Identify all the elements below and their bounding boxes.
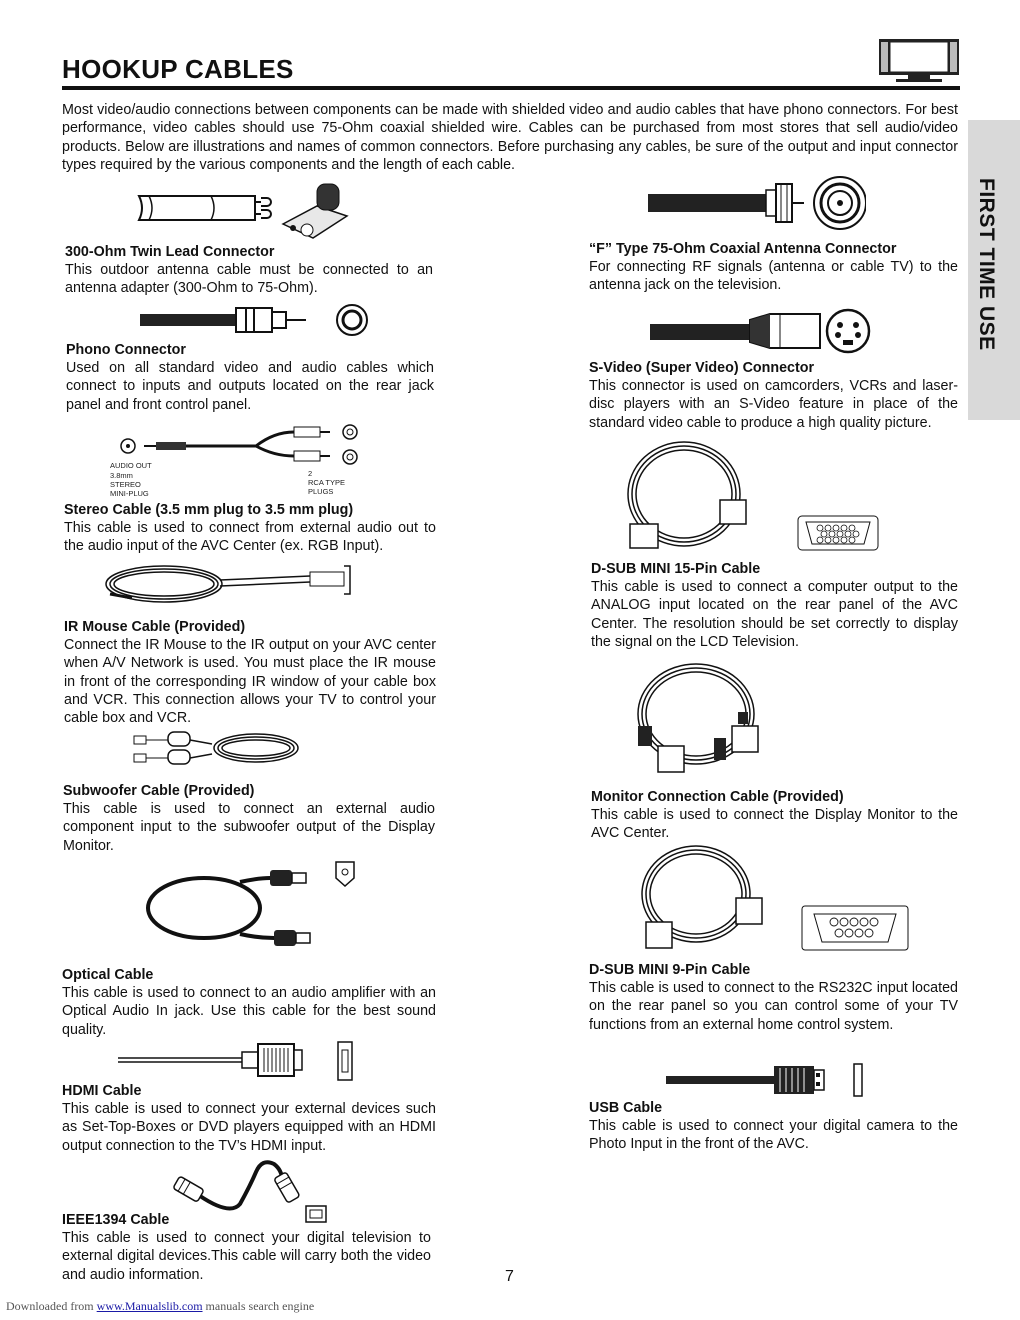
item-usb — [589, 1099, 958, 1154]
item-optical — [62, 966, 436, 1039]
item-title: IEEE1394 Cable — [62, 1212, 170, 1228]
label-plugs: PLUGS — [308, 487, 334, 496]
item-text: This connector is used on camcorders, VCRs and laser-disc players with an S-Video feature in place of the standard video cable to produce a high quality picture. — [589, 378, 958, 431]
item-subwoofer — [63, 782, 435, 855]
item-title: HDMI Cable — [62, 1083, 142, 1099]
item-text: This cable is used to connect your digital television to external digital devices.This cable will carry both the video and audio information. — [62, 1230, 431, 1283]
item-title: D-SUB MINI 9-Pin Cable — [589, 962, 751, 978]
item-stereo — [64, 501, 436, 556]
title-rule — [62, 86, 960, 90]
s-video-figure — [650, 306, 872, 356]
item-text: This cable is used to connect the Display Monitor to the AVC Center. — [591, 807, 958, 842]
item-title: IR Mouse Cable (Provided) — [64, 619, 246, 635]
item-title: “F” Type 75-Ohm Coaxial Antenna Connector — [589, 241, 897, 257]
item-title: Subwoofer Cable (Provided) — [63, 783, 255, 799]
item-s-video — [589, 359, 958, 432]
subwoofer-cable-figure — [132, 728, 302, 770]
item-text: For connecting RF signals (antenna or cable TV) to the antenna jack on the television. — [589, 259, 958, 294]
item-text: This cable is used to connect to an audio amplifier with an Optical Audio In jack. Use this cable for the best sound quality. — [62, 985, 436, 1038]
label-size: 3.8mm — [110, 471, 133, 480]
item-title: Optical Cable — [62, 967, 154, 983]
dsub-15-figure — [622, 438, 884, 558]
item-title: S-Video (Super Video) Connector — [589, 360, 815, 376]
item-hdmi — [62, 1082, 436, 1155]
label-rca-type: RCA TYPE — [308, 478, 345, 487]
label-stereo: STEREO — [110, 480, 141, 489]
side-tab — [968, 120, 1020, 420]
item-title: 300-Ohm Twin Lead Connector — [65, 244, 275, 260]
item-text: Used on all standard video and audio cables which connect to inputs and outputs located on the rear jack panel and front control panel. — [66, 360, 434, 413]
item-text: This cable is used to connect a computer output to the ANALOG input located on the rear panel of the AVC Center. The resolution should be set correctly to display the signal on the LCD Television. — [591, 579, 958, 650]
label-two: 2 — [308, 469, 313, 478]
usb-cable-figure — [666, 1060, 866, 1100]
item-text: This cable is used to connect from external audio out to the audio input of the AVC Center (ex. RGB Input). — [64, 520, 436, 555]
item-f-type — [589, 240, 958, 295]
item-ieee1394 — [62, 1211, 431, 1284]
item-twin-lead — [65, 243, 433, 298]
item-title: Stereo Cable (3.5 mm plug to 3.5 mm plug) — [64, 502, 354, 518]
item-monitor-cable — [591, 788, 958, 843]
page-title: HOOKUP CABLES — [62, 54, 294, 84]
ir-mouse-cable-figure — [100, 560, 362, 610]
item-text: This cable is used to connect to the RS232C input located on the rear panel so you can control some of your TV functions from an external home control system. — [589, 980, 958, 1033]
side-tab-label: FIRST TIME USE — [975, 178, 998, 351]
item-text: This cable is used to connect your digital camera to the Photo Input in the front of the AVC. — [589, 1118, 958, 1153]
monitor-cable-figure — [630, 656, 770, 778]
item-title: Monitor Connection Cable (Provided) — [591, 789, 844, 805]
item-dsub-15 — [591, 560, 958, 651]
item-text: This cable is used to connect your external devices such as Set-Top-Boxes or DVD players equipped with an HDMI output connection to the TV’s HDMI input. — [62, 1101, 436, 1154]
item-dsub-9 — [589, 961, 958, 1034]
optical-cable-figure — [140, 858, 360, 948]
page-number: 7 — [505, 1268, 514, 1285]
item-title: Phono Connector — [66, 342, 186, 358]
item-text: This cable is used to connect an external audio component input to the subwoofer output of the Display Monitor. — [63, 801, 435, 854]
f-type-coax-figure — [646, 170, 866, 236]
item-text: Connect the IR Mouse to the IR output on your AVC center when A/V Network is used. You must place the IR mouse in front of the corresponding IR window of your cable box and VCR. This connection allows your TV to control your cable box and VCR. — [64, 637, 436, 727]
item-phono — [66, 341, 434, 414]
intro-paragraph: Most video/audio connections between components can be made with shielded video and audio cables that have phono connectors. For best performance, video cables should use 75-Ohm coaxial shielded wire. Cables can be purchased from most stores that sell audio/video products. Below are illustrations and names of common connectors. Before purchasing any cables, be sure of the output and input connector types required by the various components and the length of each cable. — [62, 102, 958, 173]
hdmi-cable-figure — [118, 1040, 358, 1082]
tv-icon — [878, 38, 960, 84]
twin-lead-figure — [135, 176, 355, 248]
item-text: This outdoor antenna cable must be connected to an antenna adapter (300-Ohm to 75-Ohm). — [65, 262, 433, 297]
footer-prefix: Downloaded from — [6, 1299, 97, 1313]
footer-link[interactable]: www.Manualslib.com — [96, 1299, 203, 1313]
footer — [6, 1299, 314, 1314]
phono-connector-figure — [140, 302, 370, 338]
item-title: D-SUB MINI 15-Pin Cable — [591, 561, 761, 577]
label-audio-out: AUDIO OUT — [110, 461, 152, 470]
item-title: USB Cable — [589, 1100, 663, 1116]
stereo-cable-figure — [108, 420, 368, 500]
dsub-9-figure — [636, 842, 912, 954]
item-ir-mouse — [64, 618, 436, 727]
label-mini-plug: MINI-PLUG — [110, 489, 149, 498]
footer-suffix: manuals search engine — [202, 1299, 315, 1313]
